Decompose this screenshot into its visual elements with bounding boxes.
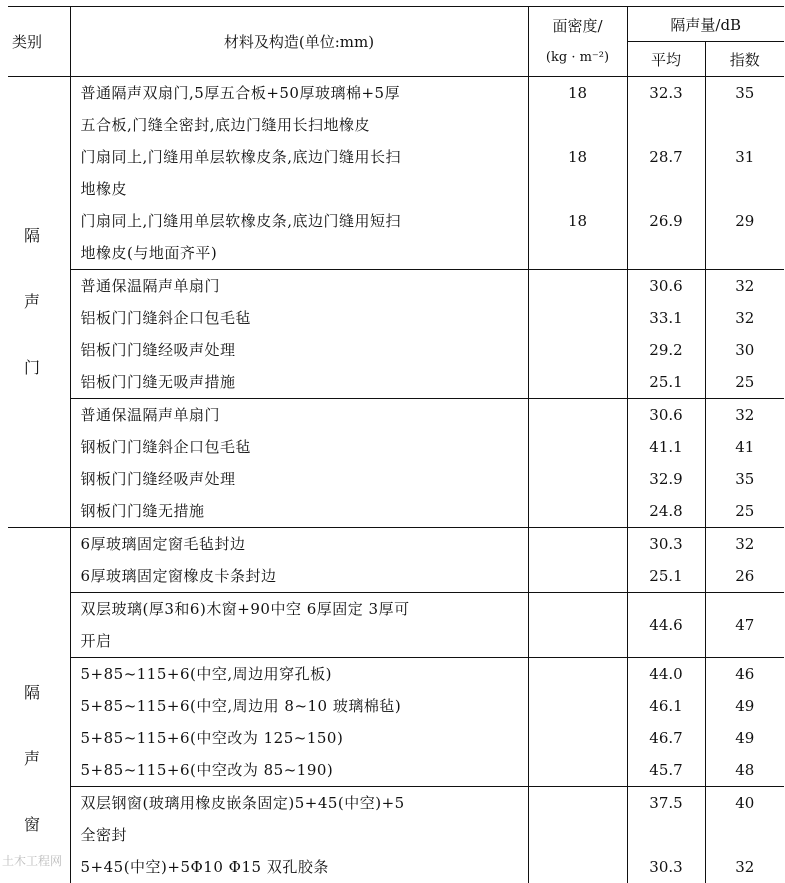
table-row bbox=[8, 495, 784, 528]
sound-insulation-table bbox=[8, 6, 784, 883]
index-cell: 41 bbox=[705, 431, 784, 463]
index-cell: 29 bbox=[705, 205, 784, 270]
header-density-line2: (kg · m⁻²) bbox=[529, 42, 627, 74]
material-line: 门扇同上,门缝用单层软橡皮条,底边门缝用长扫 bbox=[81, 141, 528, 173]
material-line: 地橡皮 bbox=[81, 173, 528, 205]
index-cell: 49 bbox=[705, 722, 784, 754]
average-cell: 24.8 bbox=[627, 495, 705, 528]
material-line: 五合板,门缝全密封,底边门缝用长扫地橡皮 bbox=[81, 109, 528, 141]
table-header bbox=[8, 7, 784, 77]
average-cell: 44.6 bbox=[627, 593, 705, 658]
index-cell: 32 bbox=[705, 302, 784, 334]
category-door-char: 门 bbox=[24, 335, 70, 401]
header-material: 材料及构造(单位:mm) bbox=[70, 7, 528, 77]
material-cell bbox=[70, 787, 528, 852]
index-cell: 46 bbox=[705, 658, 784, 691]
table-row bbox=[8, 77, 784, 142]
material-cell: 5+85~115+6(中空,周边用穿孔板) bbox=[70, 658, 528, 691]
table-row bbox=[8, 528, 784, 561]
material-cell: 铝板门门缝斜企口包毛毡 bbox=[70, 302, 528, 334]
average-cell: 46.7 bbox=[627, 722, 705, 754]
index-cell: 30 bbox=[705, 334, 784, 366]
material-cell: 钢板门门缝经吸声处理 bbox=[70, 463, 528, 495]
table-row bbox=[8, 560, 784, 593]
average-cell: 26.9 bbox=[627, 205, 705, 270]
index-cell: 49 bbox=[705, 690, 784, 722]
header-insulation: 隔声量/dB bbox=[627, 7, 784, 42]
density-cell: 18 bbox=[528, 141, 627, 205]
average-cell: 45.7 bbox=[627, 754, 705, 787]
material-cell bbox=[70, 141, 528, 205]
table-row bbox=[8, 431, 784, 463]
density-cell bbox=[528, 528, 627, 561]
material-cell: 钢板门门缝斜企口包毛毡 bbox=[70, 431, 528, 463]
index-cell: 47 bbox=[705, 593, 784, 658]
table-row bbox=[8, 658, 784, 691]
table-row bbox=[8, 463, 784, 495]
index-cell: 35 bbox=[705, 463, 784, 495]
category-door-char: 声 bbox=[24, 269, 70, 335]
material-line: 双层钢窗(玻璃用橡皮嵌条固定)5+45(中空)+5 bbox=[81, 787, 528, 819]
table-row bbox=[8, 593, 784, 658]
table-row bbox=[8, 722, 784, 754]
material-cell: 普通保温隔声单扇门 bbox=[70, 399, 528, 432]
density-cell bbox=[528, 658, 627, 691]
material-cell: 5+85~115+6(中空,周边用 8~10 玻璃棉毡) bbox=[70, 690, 528, 722]
material-cell: 普通保温隔声单扇门 bbox=[70, 270, 528, 303]
material-line: 门扇同上,门缝用单层软橡皮条,底边门缝用短扫 bbox=[81, 205, 528, 237]
density-cell bbox=[528, 851, 627, 883]
index-cell: 32 bbox=[705, 270, 784, 303]
material-cell bbox=[70, 205, 528, 270]
average-cell: 37.5 bbox=[627, 787, 705, 852]
table-row bbox=[8, 787, 784, 852]
table-row bbox=[8, 302, 784, 334]
category-door bbox=[8, 77, 70, 528]
header-density bbox=[528, 7, 627, 77]
density-cell bbox=[528, 560, 627, 593]
density-cell bbox=[528, 270, 627, 303]
density-cell bbox=[528, 495, 627, 528]
material-cell: 6厚玻璃固定窗毛毡封边 bbox=[70, 528, 528, 561]
material-line: 全密封 bbox=[81, 819, 528, 851]
average-cell: 25.1 bbox=[627, 366, 705, 399]
material-cell bbox=[70, 77, 528, 142]
density-cell bbox=[528, 431, 627, 463]
category-window-char: 窗 bbox=[24, 792, 70, 858]
material-cell: 钢板门门缝无措施 bbox=[70, 495, 528, 528]
density-cell bbox=[528, 366, 627, 399]
index-cell: 32 bbox=[705, 528, 784, 561]
table-row bbox=[8, 399, 784, 432]
average-cell: 30.6 bbox=[627, 270, 705, 303]
average-cell: 32.3 bbox=[627, 77, 705, 142]
density-cell bbox=[528, 302, 627, 334]
average-cell: 29.2 bbox=[627, 334, 705, 366]
index-cell: 26 bbox=[705, 560, 784, 593]
average-cell: 28.7 bbox=[627, 141, 705, 205]
header-index: 指数 bbox=[705, 42, 784, 77]
material-cell: 5+85~115+6(中空改为 85~190) bbox=[70, 754, 528, 787]
material-cell: 铝板门门缝无吸声措施 bbox=[70, 366, 528, 399]
density-cell bbox=[528, 754, 627, 787]
table-row bbox=[8, 270, 784, 303]
average-cell: 30.3 bbox=[627, 851, 705, 883]
table-row bbox=[8, 334, 784, 366]
average-cell: 41.1 bbox=[627, 431, 705, 463]
category-window-char: 声 bbox=[24, 726, 70, 792]
material-cell: 5+85~115+6(中空改为 125~150) bbox=[70, 722, 528, 754]
material-cell: 6厚玻璃固定窗橡皮卡条封边 bbox=[70, 560, 528, 593]
index-cell: 32 bbox=[705, 399, 784, 432]
average-cell: 33.1 bbox=[627, 302, 705, 334]
material-cell: 5+45(中空)+5Φ10 Φ15 双孔胶条 bbox=[70, 851, 528, 883]
material-line: 双层玻璃(厚3和6)木窗+90中空 6厚固定 3厚可 bbox=[81, 593, 528, 625]
density-cell bbox=[528, 690, 627, 722]
category-door-char: 隔 bbox=[24, 203, 70, 269]
table-row bbox=[8, 690, 784, 722]
average-cell: 30.3 bbox=[627, 528, 705, 561]
index-cell: 35 bbox=[705, 77, 784, 142]
density-cell bbox=[528, 399, 627, 432]
average-cell: 46.1 bbox=[627, 690, 705, 722]
density-cell bbox=[528, 334, 627, 366]
table-row bbox=[8, 851, 784, 883]
index-cell: 31 bbox=[705, 141, 784, 205]
material-cell: 铝板门门缝经吸声处理 bbox=[70, 334, 528, 366]
watermark: 土木工程网 bbox=[2, 852, 62, 869]
index-cell: 25 bbox=[705, 366, 784, 399]
index-cell: 25 bbox=[705, 495, 784, 528]
index-cell: 32 bbox=[705, 851, 784, 883]
header-density-line1: 面密度/ bbox=[529, 10, 627, 42]
category-window bbox=[8, 528, 70, 883]
header-average: 平均 bbox=[627, 42, 705, 77]
density-cell bbox=[528, 463, 627, 495]
index-cell: 40 bbox=[705, 787, 784, 852]
density-cell bbox=[528, 722, 627, 754]
material-line: 地橡皮(与地面齐平) bbox=[81, 237, 528, 269]
table-row bbox=[8, 205, 784, 270]
material-line: 普通隔声双扇门,5厚五合板+50厚玻璃棉+5厚 bbox=[81, 77, 528, 109]
header-category: 类别 bbox=[8, 7, 70, 77]
density-cell bbox=[528, 787, 627, 852]
material-line: 开启 bbox=[81, 625, 528, 657]
table-row bbox=[8, 141, 784, 205]
density-cell: 18 bbox=[528, 205, 627, 270]
average-cell: 25.1 bbox=[627, 560, 705, 593]
category-window-char: 隔 bbox=[24, 660, 70, 726]
average-cell: 32.9 bbox=[627, 463, 705, 495]
average-cell: 30.6 bbox=[627, 399, 705, 432]
density-cell bbox=[528, 593, 627, 658]
table-row bbox=[8, 754, 784, 787]
average-cell: 44.0 bbox=[627, 658, 705, 691]
table-row bbox=[8, 366, 784, 399]
index-cell: 48 bbox=[705, 754, 784, 787]
material-cell bbox=[70, 593, 528, 658]
density-cell: 18 bbox=[528, 77, 627, 142]
